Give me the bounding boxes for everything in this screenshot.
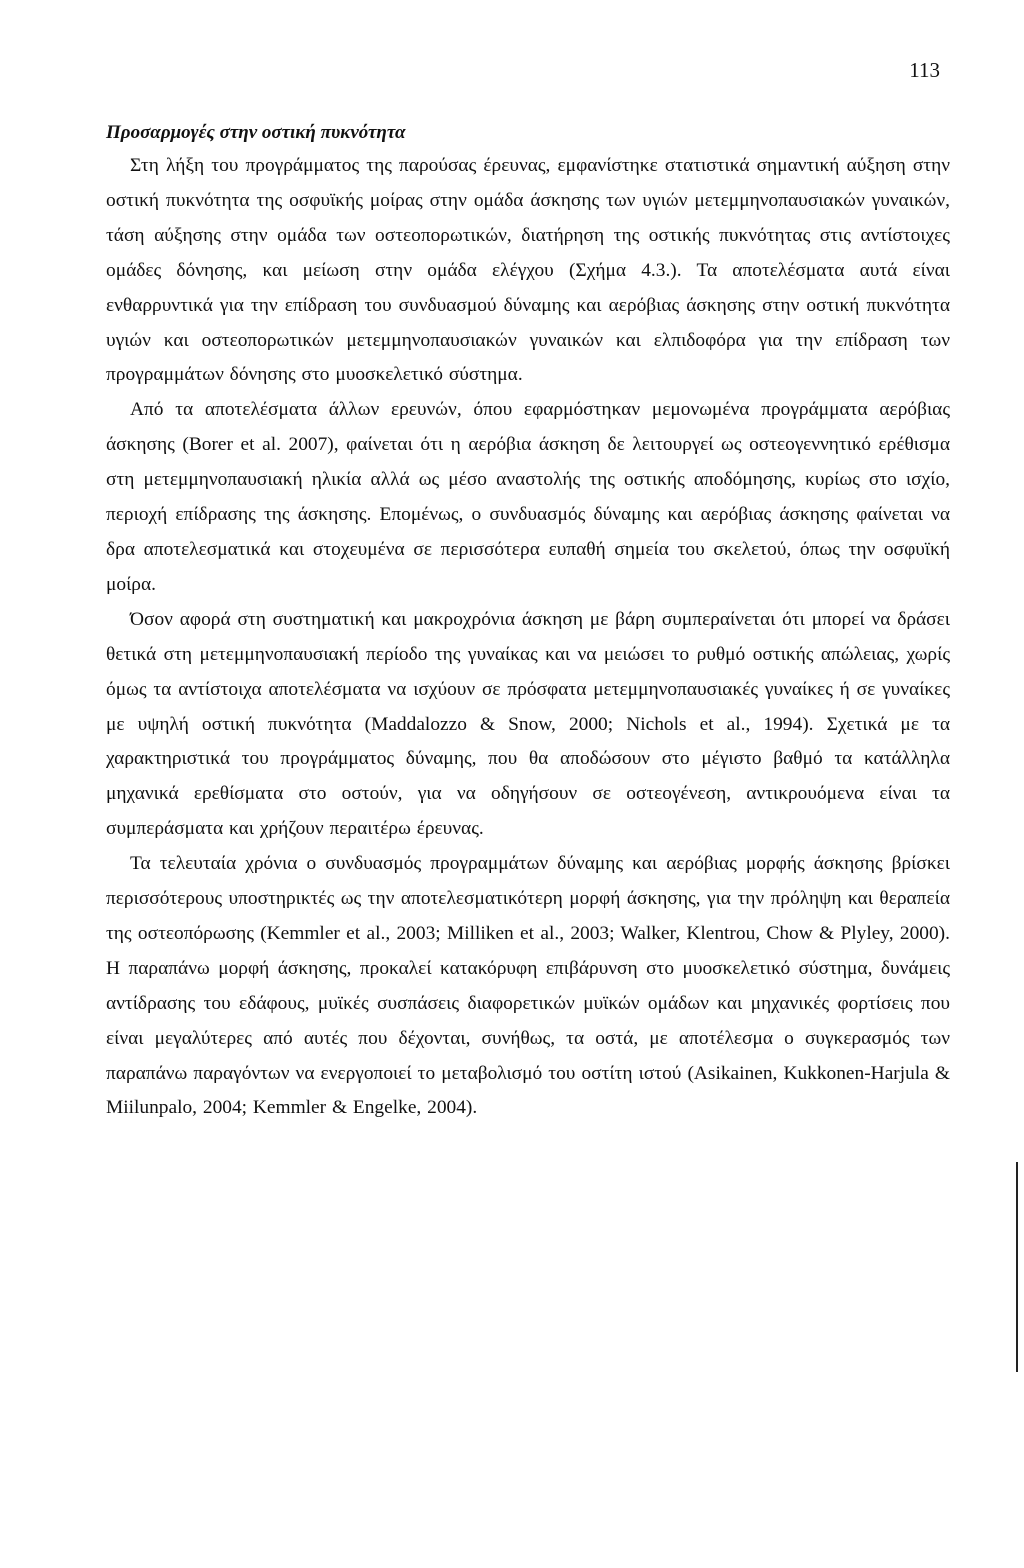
margin-rule [1016, 1162, 1018, 1372]
page-body [106, 118, 950, 1126]
section-heading: Προσαρμογές στην οστική πυκνότητα [106, 122, 406, 143]
paragraph-1: Στη λήξη του προγράμματος της παρούσας έρευνας, εμφανίστηκε στατιστικά σημαντική αύξηση στην οστική πυκνότητα της οσφυϊκής μοίρας στην ομάδα άσκησης των υγιών μετεμμηνοπαυσιακών γυναικών, τάση αύξησης στην ομάδα των οστεοπορωτικών, διατήρηση της οστικής πυκνότητας στις αντίστοιχες ομάδες δόνησης, και μείωση στην ομάδα ελέγχου (Σχήμα 4.3.). Τα αποτελέσματα αυτά είναι ενθαρρυντικά για την επίδραση του συνδυασμού δύναμης και αερόβιας άσκησης στην οστική πυκνότητα υγιών και οστεοπορωτικών μετεμμηνοπαυσιακών γυναικών και ελπιδοφόρα για την επίδραση των προγραμμάτων δόνησης στο μυοσκελετικό σύστημα. [106, 155, 950, 386]
paragraph-3: Όσον αφορά στη συστηματική και μακροχρόνια άσκηση με βάρη συμπεραίνεται ότι μπορεί να δράσει θετικά στη μετεμμηνοπαυσιακή περίοδο της γυναίκας και να μειώσει το ρυθμό οστικής απώλειας, χωρίς όμως τα αντίστοιχα αποτελέσματα να ισχύουν σε πρόσφατα μετεμμηνοπαυσιακές γυναίκες ή σε γυναίκες με υψηλή οστική πυκνότητα (Maddalozzo & Snow, 2000; Nichols et al., 1994). Σχετικά με τα χαρακτηριστικά του προγράμματος δύναμης, που θα αποδώσουν στο μέγιστο βαθμό τα κατάλληλα μηχανικά ερεθίσματα στο οστούν, για να οδηγήσουν σε οστεογένεση, αντικρουόμενα είναι τα συμπεράσματα και χρήζουν περαιτέρω έρευνας. [106, 608, 950, 840]
paragraph-2: Από τα αποτελέσματα άλλων ερευνών, όπου εφαρμόστηκαν μεμονωμένα προγράμματα αερόβιας άσκησης (Borer et al. 2007), φαίνεται ότι η αερόβια άσκηση δε λειτουργεί ως οστεογεννητικό ερέθισμα στη μετεμμηνοπαυσιακή ηλικία αλλά ως μέσο αναστολής της οστικής αποδόμησης, κυρίως στο ισχίο, περιοχή επίδρασης της άσκησης. Επομένως, ο συνδυασμός δύναμης και αερόβιας άσκησης φαίνεται να δρα αποτελεσματικά και στοχευμένα σε περισσότερα ευπαθή σημεία του σκελετού, όπως την οσφυϊκή μοίρα. [106, 399, 950, 595]
page-number: 113 [909, 58, 940, 82]
paragraph-4: Τα τελευταία χρόνια ο συνδυασμός προγραμμάτων δύναμης και αερόβιας μορφής άσκησης βρίσκει περισσότερους υποστηρικτές ως την αποτελεσματικότερη μορφή άσκησης, για την πρόληψη και θεραπεία της οστεοπόρωσης (Kemmler et al., 2003; Milliken et al., 2003; Walker, Klentrou, Chow & Plyley, 2000). Η παραπάνω μορφή άσκησης, προκαλεί κατακόρυφη επιβάρυνση στο μυοσκελετικό σύστημα, δυνάμεις αντίδρασης του εδάφους, μυϊκές συσπάσεις διαφορετικών μυϊκών ομάδων και μηχανικές φορτίσεις που είναι μεγαλύτερες από αυτές που δέχονται, συνήθως, τα οστά, με αποτέλεσμα ο συγκερασμός των παραπάνω παραγόντων να ενεργοποιεί το μεταβολισμό του οστίτη ιστού (Asikainen, Kukkonen-Harjula & Miilunpalo, 2004; Kemmler & Engelke, 2004). [106, 853, 950, 1119]
